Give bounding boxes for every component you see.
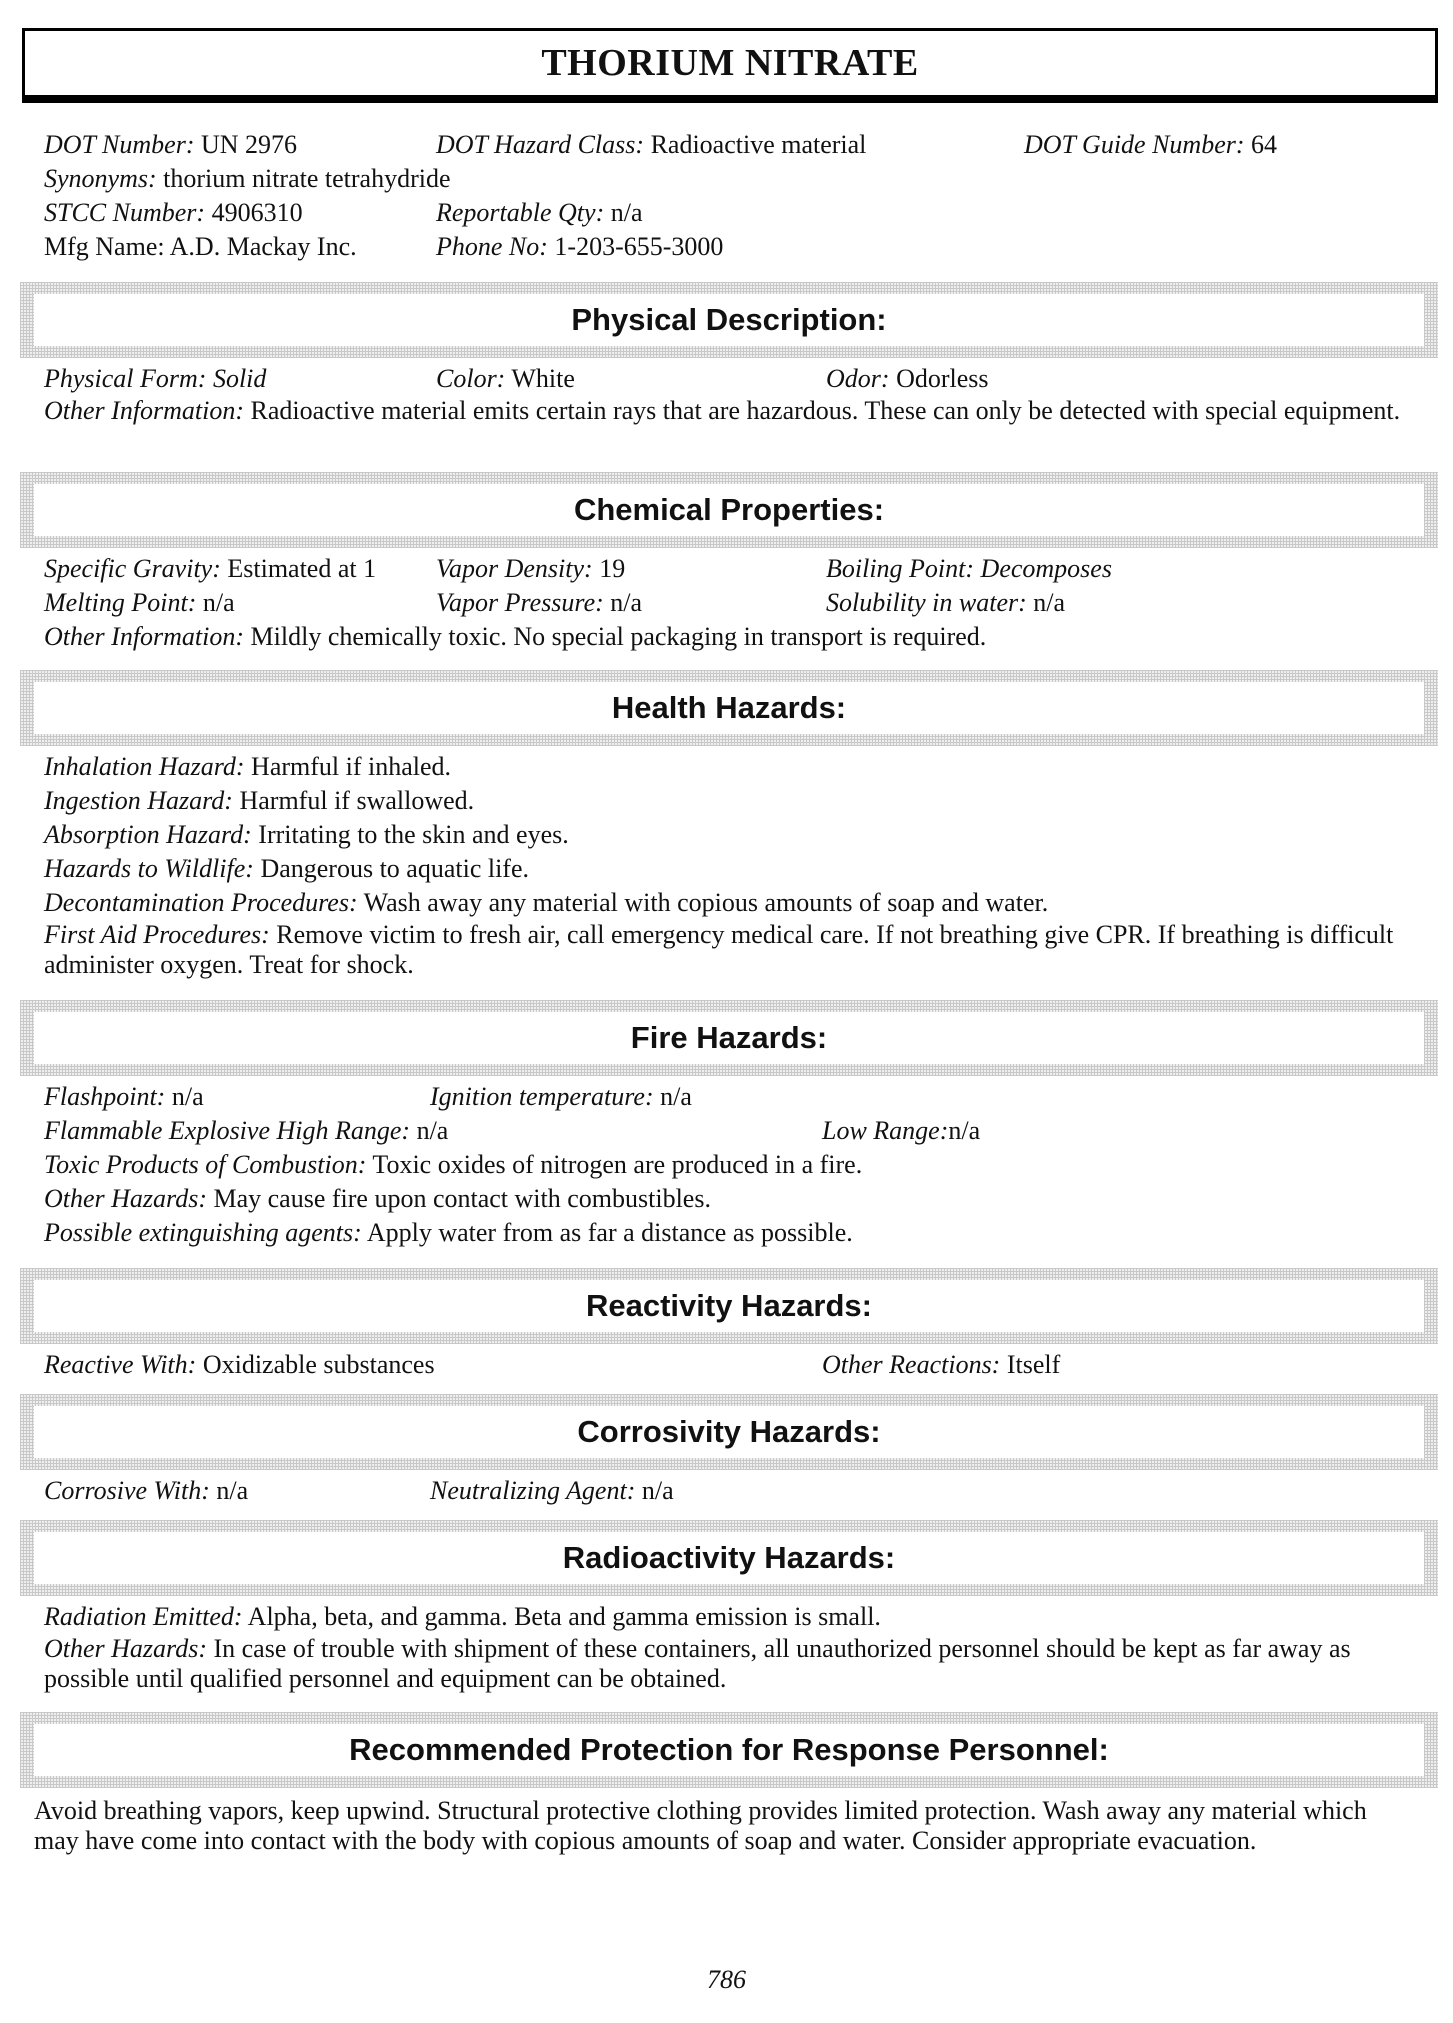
neutralizing-agent: Neutralizing Agent: n/a	[430, 1476, 674, 1505]
chemical-properties-band	[20, 472, 1438, 548]
reactivity-hazards-section	[44, 1348, 1424, 1382]
ingestion-hazard: Ingestion Hazard: Harmful if swallowed.	[44, 786, 475, 815]
solubility-in-water: Solubility in water: n/a	[826, 588, 1066, 617]
physical-description-band	[20, 282, 1438, 358]
header-row-4	[44, 230, 1424, 264]
chemical-properties-heading: Chemical Properties:	[573, 492, 885, 527]
title-box	[22, 28, 1438, 98]
absorption-hazard: Absorption Hazard: Irritating to the skin and eyes.	[44, 820, 569, 849]
chemical-properties-section	[44, 552, 1424, 654]
fire-hazards-section	[44, 1080, 1424, 1250]
dot-guide-number: DOT Guide Number: 64	[1024, 130, 1278, 159]
physical-description-heading: Physical Description:	[571, 302, 887, 337]
physical-row	[44, 362, 1424, 396]
radioactivity-hazards-section	[44, 1600, 1424, 1700]
radiation-emitted: Radiation Emitted: Alpha, beta, and gamma. Beta and gamma emission is small.	[44, 1602, 881, 1631]
physical-form: Physical Form: Solid	[44, 364, 267, 393]
health-hazards-heading: Health Hazards:	[611, 690, 847, 725]
physical-description-section	[44, 362, 1424, 432]
odor-field: Odor: Odorless	[826, 364, 989, 393]
fire-hazards-band	[20, 1000, 1438, 1076]
decontamination-procedures: Decontamination Procedures: Wash away any material with copious amounts of soap and water.	[44, 888, 1049, 917]
header-row-3	[44, 196, 1424, 230]
inhalation-hazard: Inhalation Hazard: Harmful if inhaled.	[44, 752, 452, 781]
fire-row-2	[44, 1114, 1424, 1148]
page-number: 786	[707, 1965, 746, 1994]
health-hazards-section	[44, 750, 1424, 986]
reactivity-row	[44, 1348, 1424, 1382]
synonyms: Synonyms: thorium nitrate tetrahydride	[44, 164, 451, 193]
corrosivity-hazards-heading: Corrosivity Hazards:	[577, 1414, 881, 1449]
corrosivity-row	[44, 1474, 1424, 1508]
color-field: Color: White	[436, 364, 575, 393]
toxic-products: Toxic Products of Combustion: Toxic oxides of nitrogen are produced in a fire.	[44, 1150, 863, 1179]
physical-other-info: Other Information: Radioactive material emits certain rays that are hazardous. These can only be detected with special equipment.	[44, 396, 1401, 425]
reactivity-hazards-heading: Reactivity Hazards:	[585, 1288, 872, 1323]
protection-text: Avoid breathing vapors, keep upwind. Structural protective clothing provides limited protection. Wash away any material which may have come into contact with the body with copious amounts of soap and water. Consider appropriate evacuation.	[34, 1796, 1367, 1855]
header-block	[44, 128, 1424, 264]
corrosivity-hazards-section	[44, 1474, 1424, 1508]
dot-number: DOT Number: UN 2976	[44, 130, 298, 159]
page-title: THORIUM NITRATE	[541, 42, 919, 84]
reactive-with: Reactive With: Oxidizable substances	[44, 1350, 435, 1379]
radioactivity-hazards-band	[20, 1520, 1438, 1596]
flammable-high-range: Flammable Explosive High Range: n/a	[44, 1116, 449, 1145]
corrosivity-hazards-band	[20, 1394, 1438, 1470]
reportable-qty: Reportable Qty: n/a	[436, 198, 643, 227]
radioactivity-other-hazards: Other Hazards: In case of trouble with shipment of these containers, all unauthorized personnel should be kept as far away as possible until qualified personnel and equipment can be obtained.	[44, 1634, 1351, 1693]
vapor-pressure: Vapor Pressure: n/a	[436, 588, 643, 617]
dot-hazard-class: DOT Hazard Class: Radioactive material	[436, 130, 867, 159]
fire-other-hazards: Other Hazards: May cause fire upon contact with combustibles.	[44, 1184, 711, 1213]
health-hazards-band	[20, 670, 1438, 746]
extinguishing-agents: Possible extinguishing agents: Apply water from as far a distance as possible.	[44, 1218, 853, 1247]
chemical-other-info: Other Information: Mildly chemically toxic. No special packaging in transport is required.	[44, 622, 987, 651]
header-row-2	[44, 162, 1424, 196]
protection-section	[34, 1796, 1414, 1862]
first-aid-procedures: First Aid Procedures: Remove victim to fresh air, call emergency medical care. If not breathing give CPR. If breathing is difficult administer oxygen. Treat for shock.	[44, 920, 1394, 979]
low-range: Low Range:n/a	[822, 1116, 981, 1145]
fire-row-1	[44, 1080, 1424, 1114]
corrosive-with: Corrosive With: n/a	[44, 1476, 249, 1505]
reactivity-hazards-band	[20, 1268, 1438, 1344]
specific-gravity: Specific Gravity: Estimated at 1	[44, 554, 377, 583]
radioactivity-hazards-heading: Radioactivity Hazards:	[562, 1540, 896, 1575]
protection-heading: Recommended Protection for Response Personnel:	[349, 1732, 1109, 1767]
chemical-row-1	[44, 552, 1424, 586]
phone-number: Phone No: 1-203-655-3000	[436, 232, 724, 261]
mfg-name: Mfg Name: A.D. Mackay Inc.	[44, 232, 357, 261]
vapor-density: Vapor Density: 19	[436, 554, 626, 583]
stcc-number: STCC Number: 4906310	[44, 198, 303, 227]
header-row-1	[44, 128, 1424, 162]
melting-point: Melting Point: n/a	[44, 588, 235, 617]
boiling-point: Boiling Point: Decomposes	[826, 554, 1112, 583]
wildlife-hazard: Hazards to Wildlife: Dangerous to aquatic life.	[44, 854, 530, 883]
chemical-row-2	[44, 586, 1424, 620]
protection-band	[20, 1712, 1438, 1788]
ignition-temperature: Ignition temperature: n/a	[430, 1082, 692, 1111]
other-reactions: Other Reactions: Itself	[822, 1350, 1061, 1379]
flashpoint: Flashpoint: n/a	[44, 1082, 204, 1111]
fire-hazards-heading: Fire Hazards:	[630, 1020, 828, 1055]
